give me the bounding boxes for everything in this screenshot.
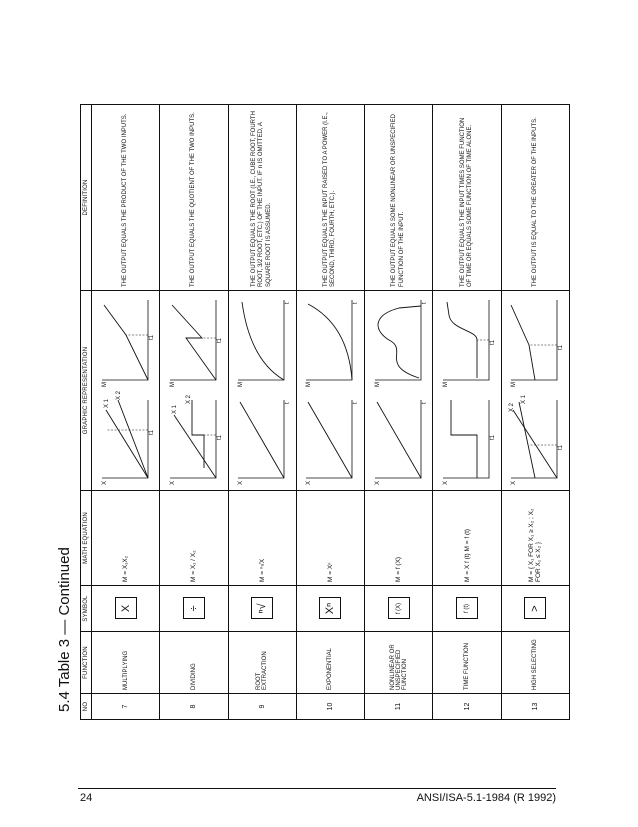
header-equation: MATH EQUATION — [81, 491, 92, 586]
input-plot — [509, 394, 564, 485]
input-plot — [443, 400, 496, 485]
symbol-cell — [365, 586, 433, 632]
axis-label-x: X — [238, 480, 245, 485]
high-selecting-graph — [505, 290, 563, 490]
time-function-graph — [437, 290, 495, 490]
function-name: DIVIDING — [160, 632, 228, 694]
row-number: 8 — [160, 694, 228, 720]
axis-label-m: M — [443, 382, 450, 387]
exponential-graph — [300, 290, 358, 490]
math-equation: M = f (X) — [365, 491, 433, 586]
axis-label-t: t — [421, 402, 428, 404]
graphic-cell — [228, 291, 296, 491]
divide-symbol-icon: ÷ — [183, 598, 205, 620]
series-label-x1: X 1 — [171, 404, 178, 414]
math-equation: M = Xⁿ — [296, 491, 364, 586]
input-plot — [238, 400, 291, 485]
axis-label-x: X — [511, 480, 518, 485]
axis-label-m: M — [169, 382, 176, 387]
output-plot — [443, 300, 496, 387]
input-plot — [102, 390, 155, 485]
series-label-x1: X 1 — [103, 398, 110, 408]
multiply-symbol-icon: X — [115, 598, 137, 620]
axis-label-m: M — [101, 382, 108, 387]
axis-label-t1: t1 — [490, 434, 497, 440]
page-number: 24 — [80, 792, 93, 804]
function-name: MULTIPLYING — [92, 632, 160, 694]
header-row — [81, 105, 92, 720]
function-name: HIGH SELECTING — [501, 632, 569, 694]
axis-label-t: t — [421, 302, 428, 304]
table-row — [433, 105, 501, 720]
table-row — [228, 105, 296, 720]
symbol-cell — [92, 586, 160, 632]
output-plot — [375, 300, 428, 387]
header-definition: DEFINITION — [81, 105, 92, 291]
row-number: 9 — [228, 694, 296, 720]
axis-label-x: X — [101, 480, 108, 485]
axis-label-t: t — [353, 402, 360, 404]
axis-label-x: X — [169, 480, 176, 485]
graphic-cell — [296, 291, 364, 491]
row-number: 7 — [92, 694, 160, 720]
axis-label-t1: t1 — [148, 429, 155, 435]
axis-label-t: t — [353, 302, 360, 304]
function-name: ROOT EXTRACTION — [228, 632, 296, 694]
time-function-symbol-icon: f (t) — [456, 598, 478, 620]
input-plot — [375, 400, 428, 485]
function-name: EXPONENTIAL — [296, 632, 364, 694]
input-plot — [306, 400, 359, 485]
exponent-symbol-icon: Xⁿ — [319, 598, 341, 620]
definition-text: THE OUTPUT EQUALS THE ROOT (I.E., CUBE ROOT, FOURTH ROOT, 3/2 ROOT, ETC.) OF THE INPUT. IF n IS OMITTED, A SQUARE ROOT IS ASSUMED. — [228, 105, 296, 291]
row-number: 13 — [501, 694, 569, 720]
definition-text: THE OUTPUT IS EQUAL TO THE GREATER OF THE INPUTS. — [501, 105, 569, 291]
graphic-cell — [433, 291, 501, 491]
table-row — [365, 105, 433, 720]
symbol-cell — [160, 586, 228, 632]
graphic-cell — [365, 291, 433, 491]
axis-label-t: t — [285, 402, 292, 404]
table-row — [92, 105, 160, 720]
axis-label-t1: t1 — [148, 334, 155, 340]
header-no: NO — [81, 694, 92, 720]
high-select-symbol-icon: > — [524, 598, 546, 620]
axis-label-m: M — [306, 382, 313, 387]
row-number: 11 — [365, 694, 433, 720]
table-caption: 5.4 Table 3 — Continued — [56, 547, 73, 712]
math-equation: M = X₁X₂ — [92, 491, 160, 586]
row-number: 10 — [296, 694, 364, 720]
table-row — [296, 105, 364, 720]
series-label-x2: X 2 — [185, 394, 192, 404]
output-plot — [102, 300, 155, 387]
table-row — [160, 105, 228, 720]
footer-divider — [78, 788, 556, 789]
dividing-graph — [164, 290, 222, 490]
output-plot — [170, 300, 223, 387]
axis-label-t1: t1 — [558, 444, 565, 450]
multiplying-graph — [96, 290, 154, 490]
axis-label-x: X — [443, 480, 450, 485]
function-symbol-icon: f (X) — [388, 598, 410, 620]
math-equation: M = X₁ / X₂ — [160, 491, 228, 586]
header-function: FUNCTION — [81, 632, 92, 694]
axis-label-t1: t1 — [216, 337, 223, 343]
axis-label-x: X — [374, 480, 381, 485]
function-name: TIME FUNCTION — [433, 632, 501, 694]
document-id: ANSI/ISA-5.1-1984 (R 1992) — [416, 792, 556, 804]
math-equation: M = ⁿ√X — [228, 491, 296, 586]
root-extraction-graph — [232, 290, 290, 490]
series-label-x2: X 2 — [509, 402, 516, 412]
symbol-cell — [296, 586, 364, 632]
axis-label-t1: t1 — [558, 344, 565, 350]
axis-label-m: M — [511, 382, 518, 387]
root-symbol-icon: ⁿ√ — [251, 598, 273, 620]
table-row — [501, 105, 569, 720]
axis-label-x: X — [306, 480, 313, 485]
math-equation: M = X f (t) M = f (t) — [433, 491, 501, 586]
header-graphic: GRAPHIC REPRESENTATION — [81, 291, 92, 491]
axis-label-t1: t1 — [490, 339, 497, 345]
definition-text: THE OUTPUT EQUALS THE INPUT TIMES SOME FUNCTION OF TIME OR EQUALS SOME FUNCTION OF TIME ALONE. — [433, 105, 501, 291]
math-equation: M = { X₁ FOR X₁ ≥ X₂ ; X₂ FOR X₁ ≤ X₂ } — [501, 491, 569, 586]
output-plot — [511, 300, 564, 387]
axis-label-t1: t1 — [216, 434, 223, 440]
symbol-cell — [228, 586, 296, 632]
definition-text: THE OUTPUT EQUALS THE INPUT RAISED TO A POWER (I.E., SECOND, THIRD, FOURTH, ETC.). — [296, 105, 364, 291]
function-name: NONLINEAR OR UNSPECIFIED FUNCTION — [365, 632, 433, 694]
axis-label-t: t — [285, 302, 292, 304]
definition-text: THE OUTPUT EQUALS THE QUOTIENT OF THE TWO INPUTS. — [160, 105, 228, 291]
axis-label-m: M — [374, 382, 381, 387]
series-label-x1: X 1 — [521, 394, 528, 404]
definition-text: THE OUTPUT EQUALS THE PRODUCT OF THE TWO INPUTS. — [92, 105, 160, 291]
symbol-cell — [433, 586, 501, 632]
output-plot — [306, 300, 359, 387]
graphic-cell — [501, 291, 569, 491]
function-table — [80, 105, 570, 720]
symbol-cell — [501, 586, 569, 632]
input-plot — [170, 394, 223, 485]
graphic-cell — [92, 291, 160, 491]
nonlinear-graph — [369, 290, 427, 490]
output-plot — [238, 300, 291, 387]
definition-text: THE OUTPUT EQUALS SOME NONLINEAR OR UNSPECIFIED FUNCTION OF THE INPUT. — [365, 105, 433, 291]
graphic-cell — [160, 291, 228, 491]
row-number: 12 — [433, 694, 501, 720]
series-label-x2: X 2 — [115, 390, 122, 400]
header-symbol: SYMBOL — [81, 586, 92, 632]
axis-label-m: M — [238, 382, 245, 387]
